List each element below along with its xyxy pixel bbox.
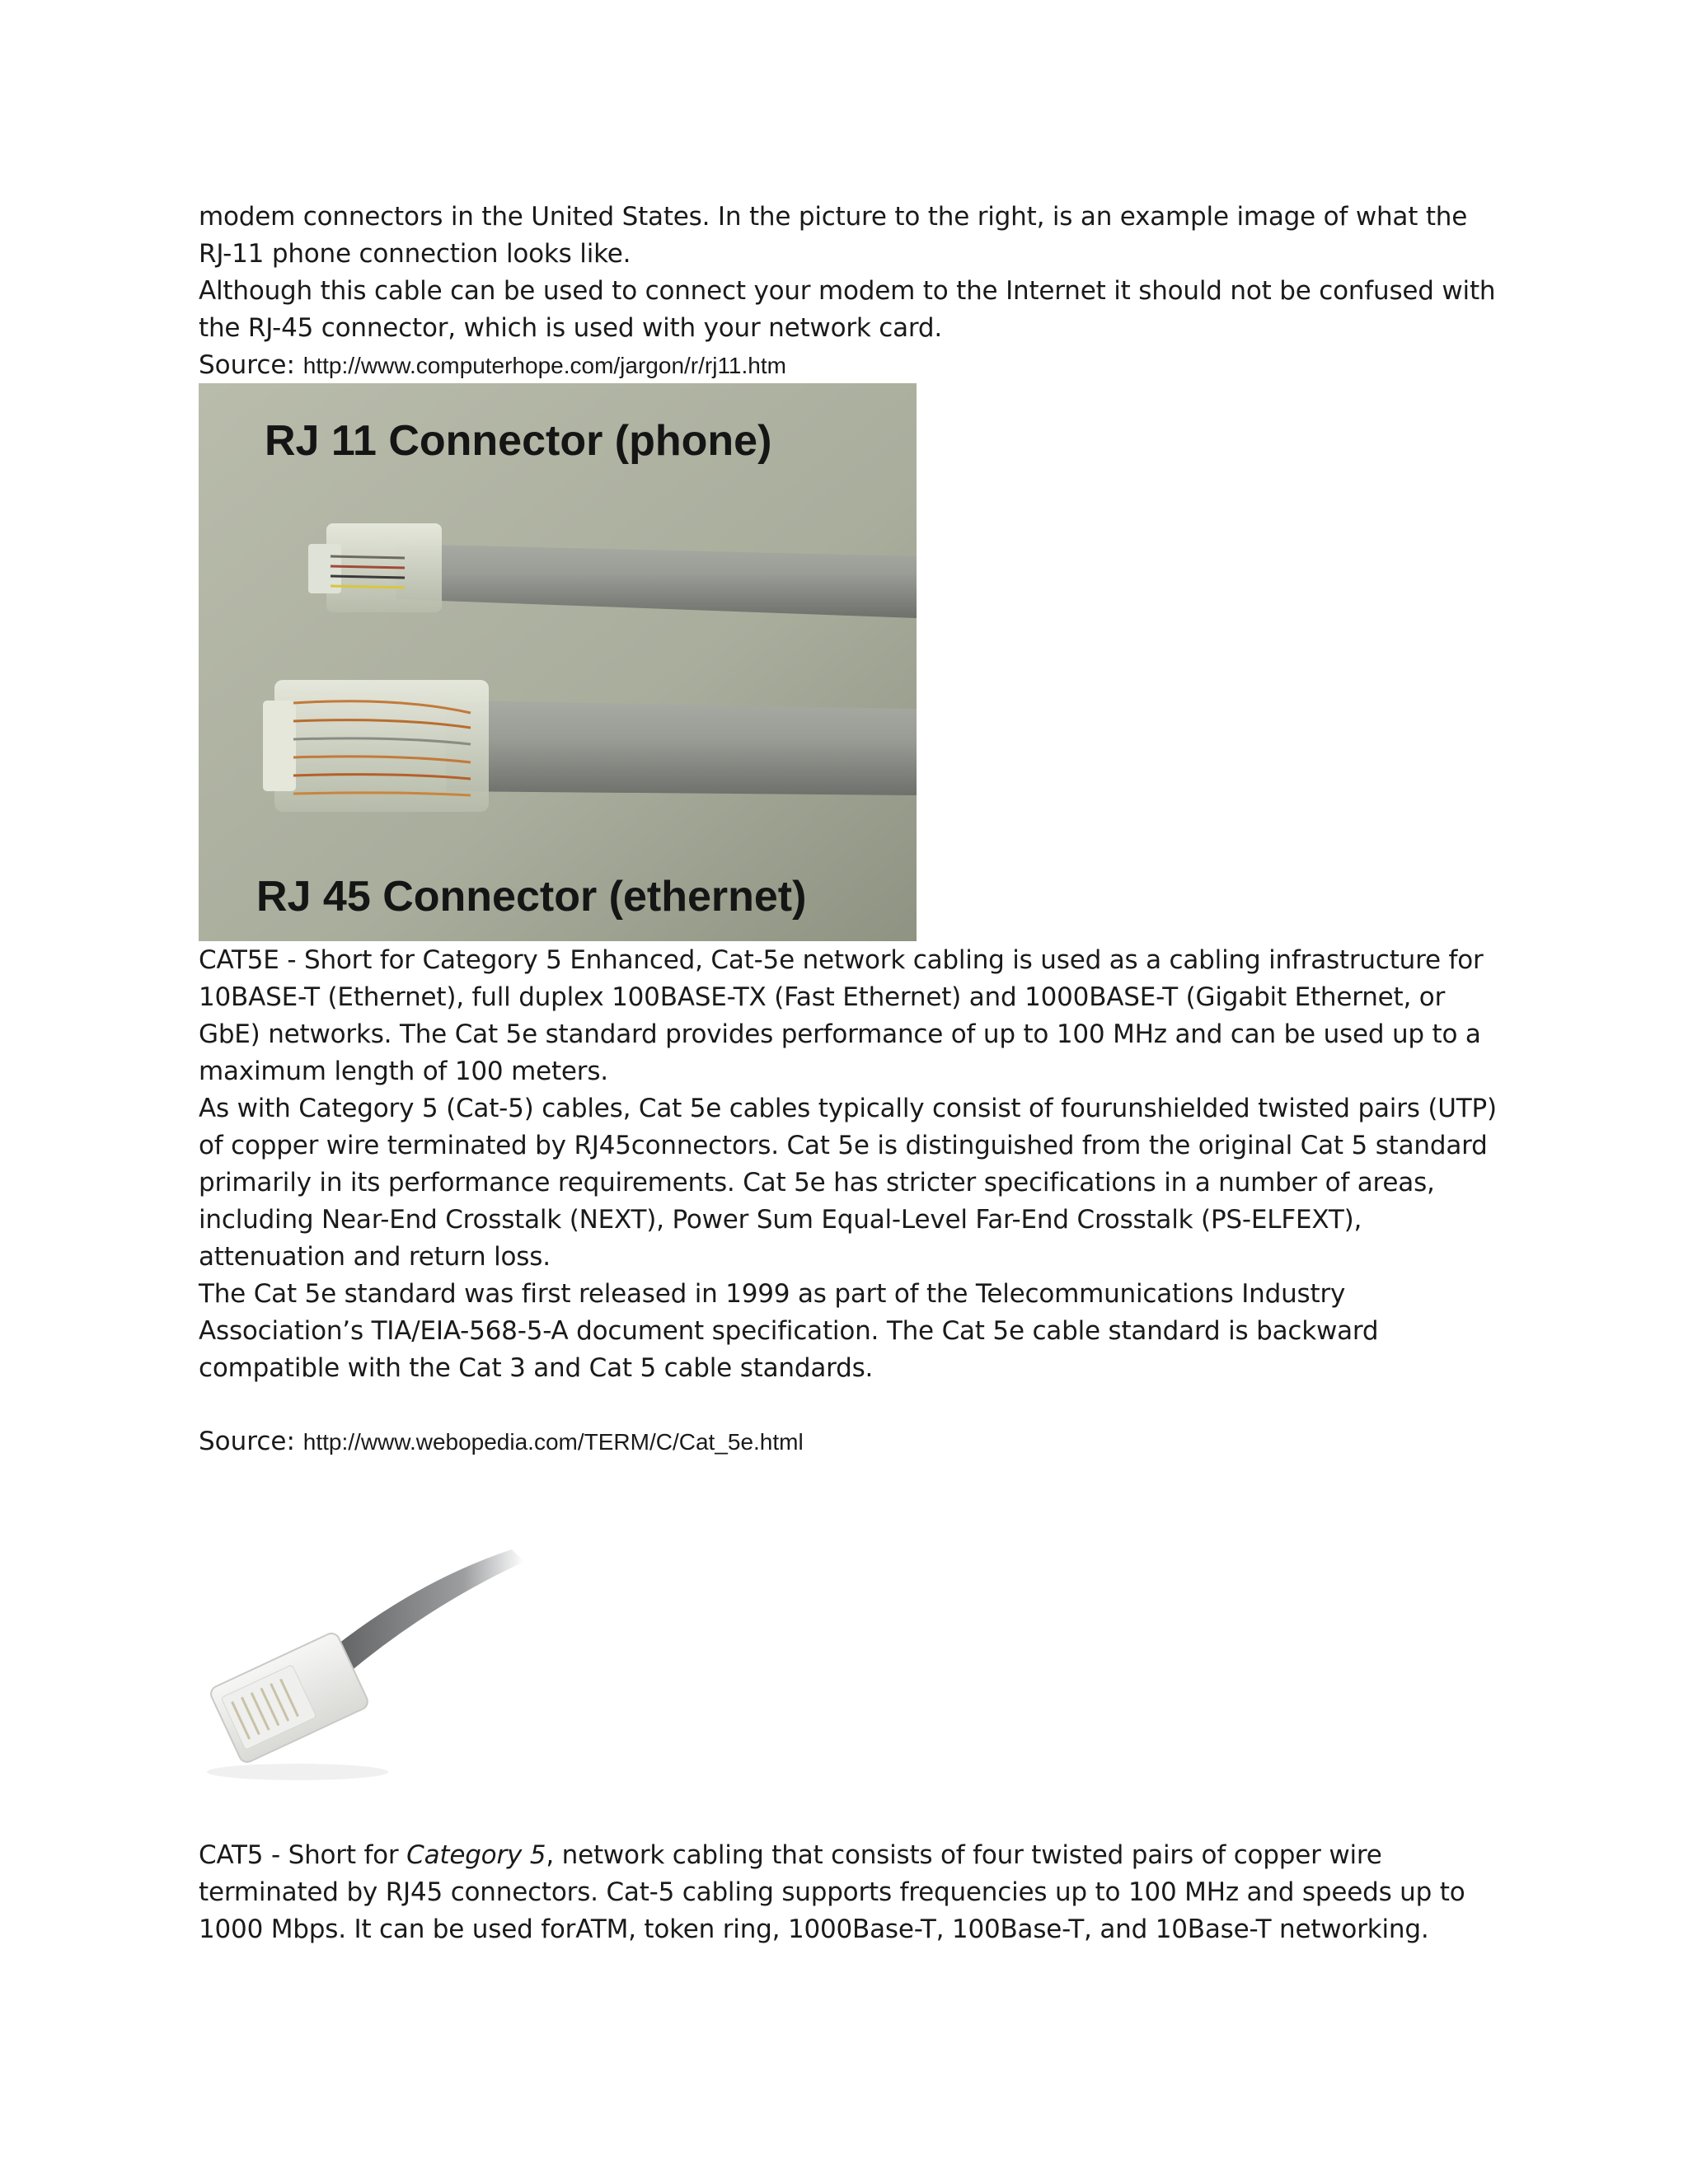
cat5e-paragraph-3: The Cat 5e standard was first released in 1999 as part of the Telecommunications Industry Association’s TIA/EIA-568-5-A document specification. The Cat 5e cable standard is backward compatible with the Cat 3 and Cat 5 cable standards. bbox=[199, 1279, 1379, 1383]
source-label: Source: bbox=[199, 350, 303, 380]
cat5-prefix: CAT5 - Short for bbox=[199, 1840, 407, 1870]
source-label: Source: bbox=[199, 1427, 303, 1456]
cat5-paragraph bbox=[199, 1837, 1501, 1948]
cat5e-text bbox=[199, 942, 1501, 1387]
rj45-cable-image bbox=[199, 1533, 545, 1788]
rj11-source-url[interactable]: http://www.computerhope.com/jargon/r/rj11.htm bbox=[302, 353, 786, 378]
rj11-intro-text bbox=[199, 199, 1501, 347]
rj11-rj45-connector-photo bbox=[199, 383, 917, 941]
rj11-caption: RJ 11 Connector (phone) bbox=[265, 417, 772, 465]
rj11-source-line bbox=[199, 347, 786, 384]
cat5e-source-url[interactable]: http://www.webopedia.com/TERM/C/Cat_5e.html bbox=[302, 1429, 804, 1455]
cat5-text bbox=[199, 1837, 1501, 1948]
rj45-caption: RJ 45 Connector (ethernet) bbox=[256, 873, 807, 921]
rj11-intro-paragraph-2: Although this cable can be used to connect your modem to the Internet it should not be confused with the RJ-45 connector, which is used with your network card. bbox=[199, 276, 1496, 343]
cat5e-paragraph-1: CAT5E - Short for Category 5 Enhanced, Cat-5e network cabling is used as a cabling infrastructure for 10BASE-T (Ethernet), full duplex 100BASE-TX (Fast Ethernet) and 1000BASE-T (Gigabit Ethernet, or GbE) networks. The Cat 5e standard provides performance of up to 100 MHz and can be used up to a maximum length of 100 meters. bbox=[199, 945, 1484, 1086]
rj11-intro-paragraph-1: modem connectors in the United States. In the picture to the right, is an example image of what the RJ-11 phone connection looks like. bbox=[199, 202, 1468, 269]
cat5-rest: , network cabling that consists of four twisted pairs of copper wire terminated by RJ45 connectors. Cat-5 cabling supports frequencies up to 100 MHz and speeds up to 1000 Mbps. It can be used forATM, token ring, 1000Base-T, 100Base-T, and 10Base-T networking. bbox=[199, 1840, 1465, 1944]
cat5e-source-line bbox=[199, 1423, 804, 1460]
cat5e-paragraph-2: As with Category 5 (Cat-5) cables, Cat 5e cables typically consist of fourunshielded twisted pairs (UTP) of copper wire terminated by RJ45connectors. Cat 5e is distinguished from the original Cat 5 standard primarily in its performance requirements. Cat 5e has stricter specifications in a number of areas, including Near-End Crosstalk (NEXT), Power Sum Equal-Level Far-End Crosstalk (PS-ELFEXT), attenuation and return loss. bbox=[199, 1094, 1497, 1272]
cat5-italic-term: Category 5 bbox=[406, 1840, 546, 1870]
